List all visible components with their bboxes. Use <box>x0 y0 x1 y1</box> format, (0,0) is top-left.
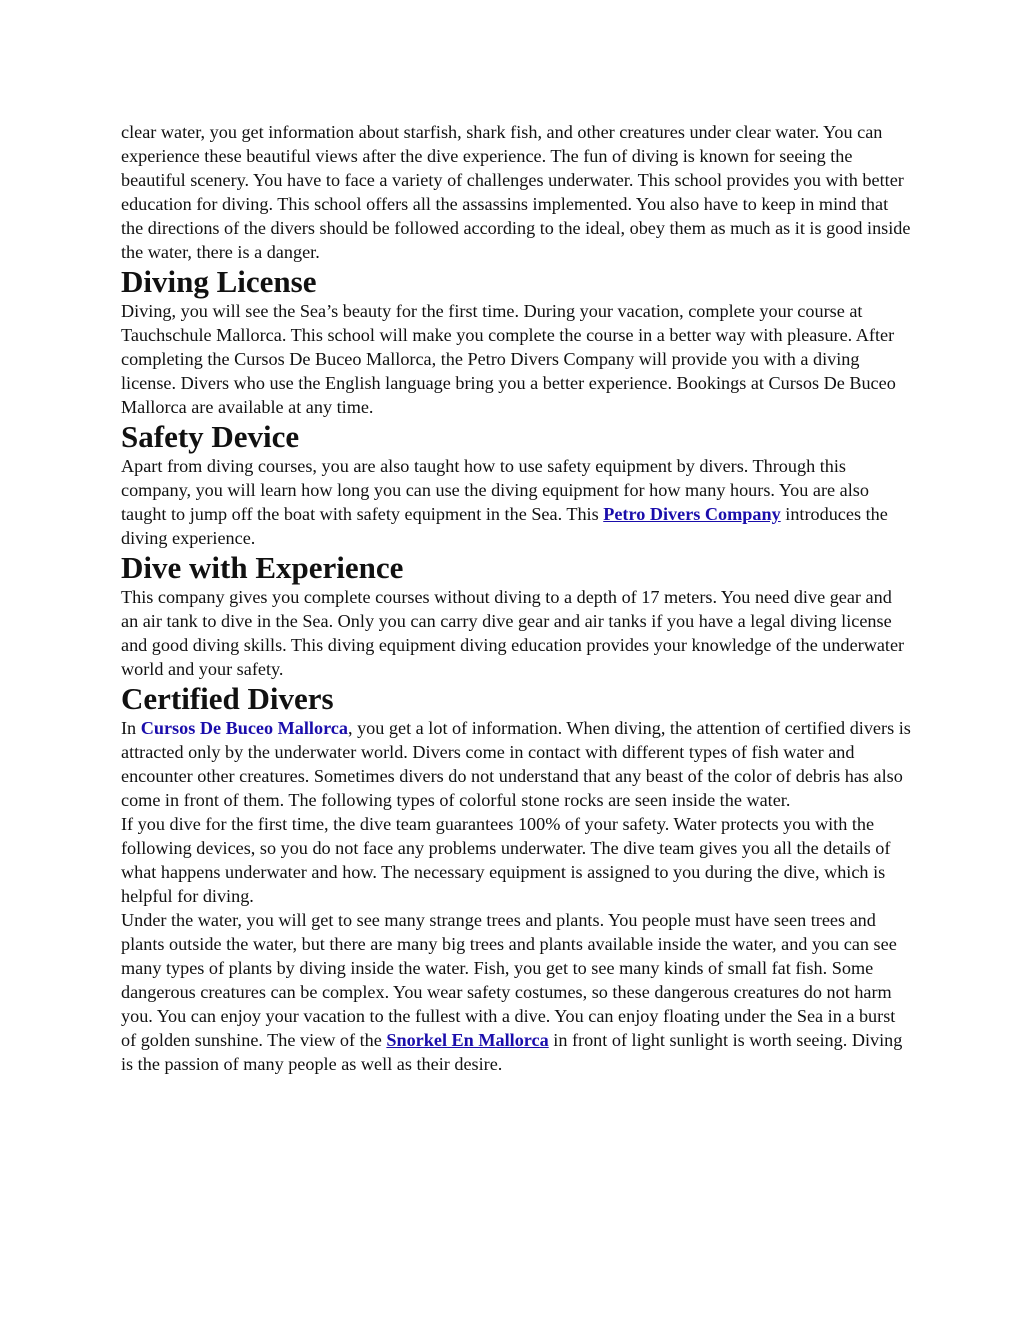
dive-experience-paragraph: This company gives you complete courses without diving to a depth of 17 meters. You need dive gear and an air tank to dive in the Sea. Only you can carry dive gear and air tanks if you have a legal diving license and good diving skills. This diving equipment diving education provides your knowledge of the underwater world and your safety. <box>121 587 905 679</box>
petro-divers-company-link[interactable]: Petro Divers Company <box>603 504 781 524</box>
underwater-text-start: Under the water, you will get to see many strange trees and plants. You people must have seen trees and plants outside the water, but there are many big trees and plants available inside the water, and you can see many types of plants by diving inside the water. Fish, you get to see many kinds of small fat fish. Some dangerous creatures can be complex. You wear safety costumes, so these dangerous creatures do not harm you. You can enjoy your vacation to the fullest with a dive. You can enjoy floating under the Sea in a burst of golden sunshine. The view of the <box>121 910 897 1050</box>
snorkel-en-mallorca-link[interactable]: Snorkel En Mallorca <box>386 1030 549 1050</box>
safety-device-text: Apart from diving courses, you are also taught how to use safety equipment by divers. Through this company, you will learn how long you can use the diving equipment for how many hours. You are also taught to jump off the boat with safety equipment in the Sea. This <box>121 456 869 524</box>
certified-divers-text-end: , you get a lot of information. When diving, the attention of certified divers is attracted only by the underwater world. Divers come in contact with different types of fish water and encounter other creatures. Sometimes divers do not understand that any beast of the color of debris has also come in front of them. The following types of colorful stone rocks are seen inside the water. <box>121 718 911 810</box>
certified-divers-paragraph-1 <box>121 716 911 812</box>
heading-dive-with-experience: Dive with Experience <box>121 550 404 585</box>
heading-diving-license: Diving License <box>121 264 317 299</box>
safety-device-text-end: introduces the diving experience. <box>121 504 888 548</box>
safety-device-paragraph <box>121 454 911 550</box>
diving-license-paragraph: Diving, you will see the Sea’s beauty for the first time. During your vacation, complete your course at Tauchschule Mallorca. This school will make you complete the course in a better way with pleasure. After completing the Cursos De Buceo Mallorca, the Petro Divers Company will provide you with a diving license. Divers who use the English language bring you a better experience. Bookings at Cursos De Buceo Mallorca are available at any time. <box>121 301 896 417</box>
intro-paragraph: clear water, you get information about starfish, shark fish, and other creatures under clear water. You can experience these beautiful views after the dive experience. The fun of diving is known for seeing the beautiful scenery. You have to face a variety of challenges underwater. This school provides you with better education for diving. This school offers all the assassins implemented. You also have to keep in mind that the directions of the divers should be followed according to the ideal, obey them as much as it is good inside the water, there is a danger. <box>121 122 911 262</box>
certified-divers-text-start: In <box>121 718 141 738</box>
heading-certified-divers: Certified Divers <box>121 681 334 716</box>
heading-safety-device: Safety Device <box>121 419 300 454</box>
certified-divers-paragraph-2: If you dive for the first time, the dive team guarantees 100% of your safety. Water protects you with the following devices, so you do not face any problems underwater. The dive team gives you all the details of what happens underwater and how. The necessary equipment is assigned to you during the dive, which is helpful for diving. <box>121 814 891 906</box>
document-page <box>121 120 911 1076</box>
underwater-text-end: in front of light sunlight is worth seeing. Diving is the passion of many people as well as their desire. <box>121 1030 903 1074</box>
certified-divers-paragraph-3 <box>121 908 911 1076</box>
cursos-de-buceo-mallorca-link[interactable]: Cursos De Buceo Mallorca <box>140 718 348 738</box>
